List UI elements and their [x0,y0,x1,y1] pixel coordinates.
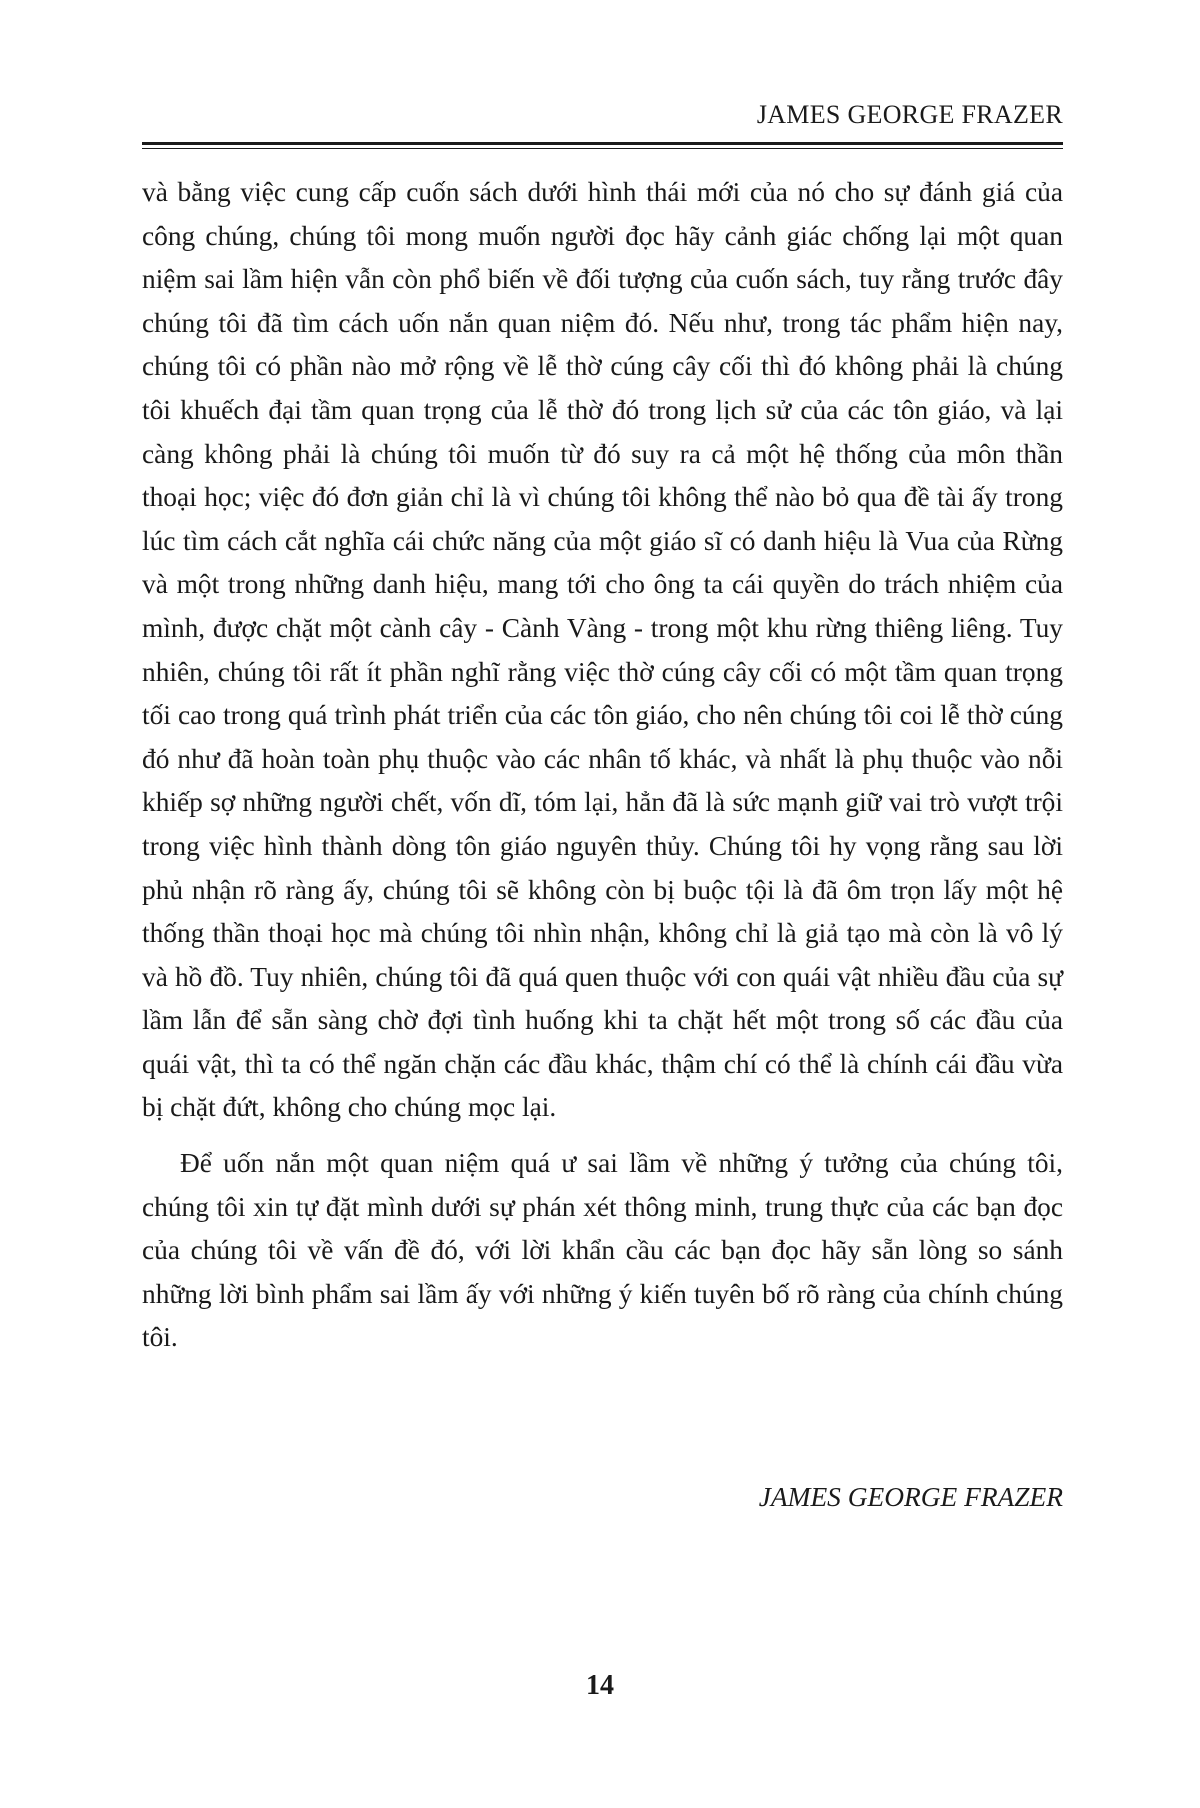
header-rule-thick [142,142,1063,145]
running-head: JAMES GEORGE FRAZER [756,100,1063,129]
paragraph-2: Để uốn nắn một quan niệm quá ư sai lầm về những ý tưởng của chúng tôi, chúng tôi xin tự đặt mình dưới sự phán xét thông minh, trung thực của các bạn đọc của chúng tôi về vấn đề đó, với lời khẩn cầu các bạn đọc hãy sẵn lòng so sánh những lời bình phẩm sai lầm ấy với những ý kiến tuyên bố rõ ràng của chính chúng tôi. [142,1148,1063,1353]
body-text [142,171,1063,1360]
page-number: 14 [586,1670,614,1701]
paragraph-1: và bằng việc cung cấp cuốn sách dưới hình thái mới của nó cho sự đánh giá của công chúng, chúng tôi mong muốn người đọc hãy cảnh giác chống lại một quan niệm sai lầm hiện vẫn còn phổ biến về đối tượng của cuốn sách, tuy rằng trước đây chúng tôi đã tìm cách uốn nắn quan niệm đó. Nếu như, trong tác phẩm hiện nay, chúng tôi có phần nào mở rộng về lễ thờ cúng cây cối thì đó không phải là chúng tôi khuếch đại tầm quan trọng của lễ thờ đó trong lịch sử của các tôn giáo, và lại càng không phải là chúng tôi muốn từ đó suy ra cả một hệ thống của môn thần thoại học; việc đó đơn giản chỉ là vì chúng tôi không thể nào bỏ qua đề tài ấy trong lúc tìm cách cắt nghĩa cái chức năng của một giáo sĩ có danh hiệu là Vua của Rừng và một trong những danh hiệu, mang tới cho ông ta cái quyền do trách nhiệm của mình, được chặt một cành cây - Cành Vàng - trong một khu rừng thiêng liêng. Tuy nhiên, chúng tôi rất ít phần nghĩ rằng việc thờ cúng cây cối có một tầm quan trọng tối cao trong quá trình phát triển của các tôn giáo, cho nên chúng tôi coi lễ thờ cúng đó như đã hoàn toàn phụ thuộc vào các nhân tố khác, và nhất là phụ thuộc vào nỗi khiếp sợ những người chết, vốn dĩ, tóm lại, hẳn đã là sức mạnh giữ vai trò vượt trội trong việc hình thành dòng tôn giáo nguyên thủy. Chúng tôi hy vọng rằng sau lời phủ nhận rõ ràng ấy, chúng tôi sẽ không còn bị buộc tội là đã ôm trọn lấy một hệ thống thần thoại học mà chúng tôi nhìn nhận, không chỉ là giả tạo mà còn là vô lý và hồ đồ. Tuy nhiên, chúng tôi đã quá quen thuộc với con quái vật nhiều đầu của sự lầm lẫn để sẵn sàng chờ đợi tình huống khi ta chặt hết một trong số các đầu của quái vật, thì ta có thể ngăn chặn các đầu khác, thậm chí có thể là chính cái đầu vừa bị chặt đứt, không cho chúng mọc lại. [142,177,1063,1123]
header-rule-thin [142,148,1063,149]
author-signature: JAMES GEORGE FRAZER [758,1482,1063,1512]
